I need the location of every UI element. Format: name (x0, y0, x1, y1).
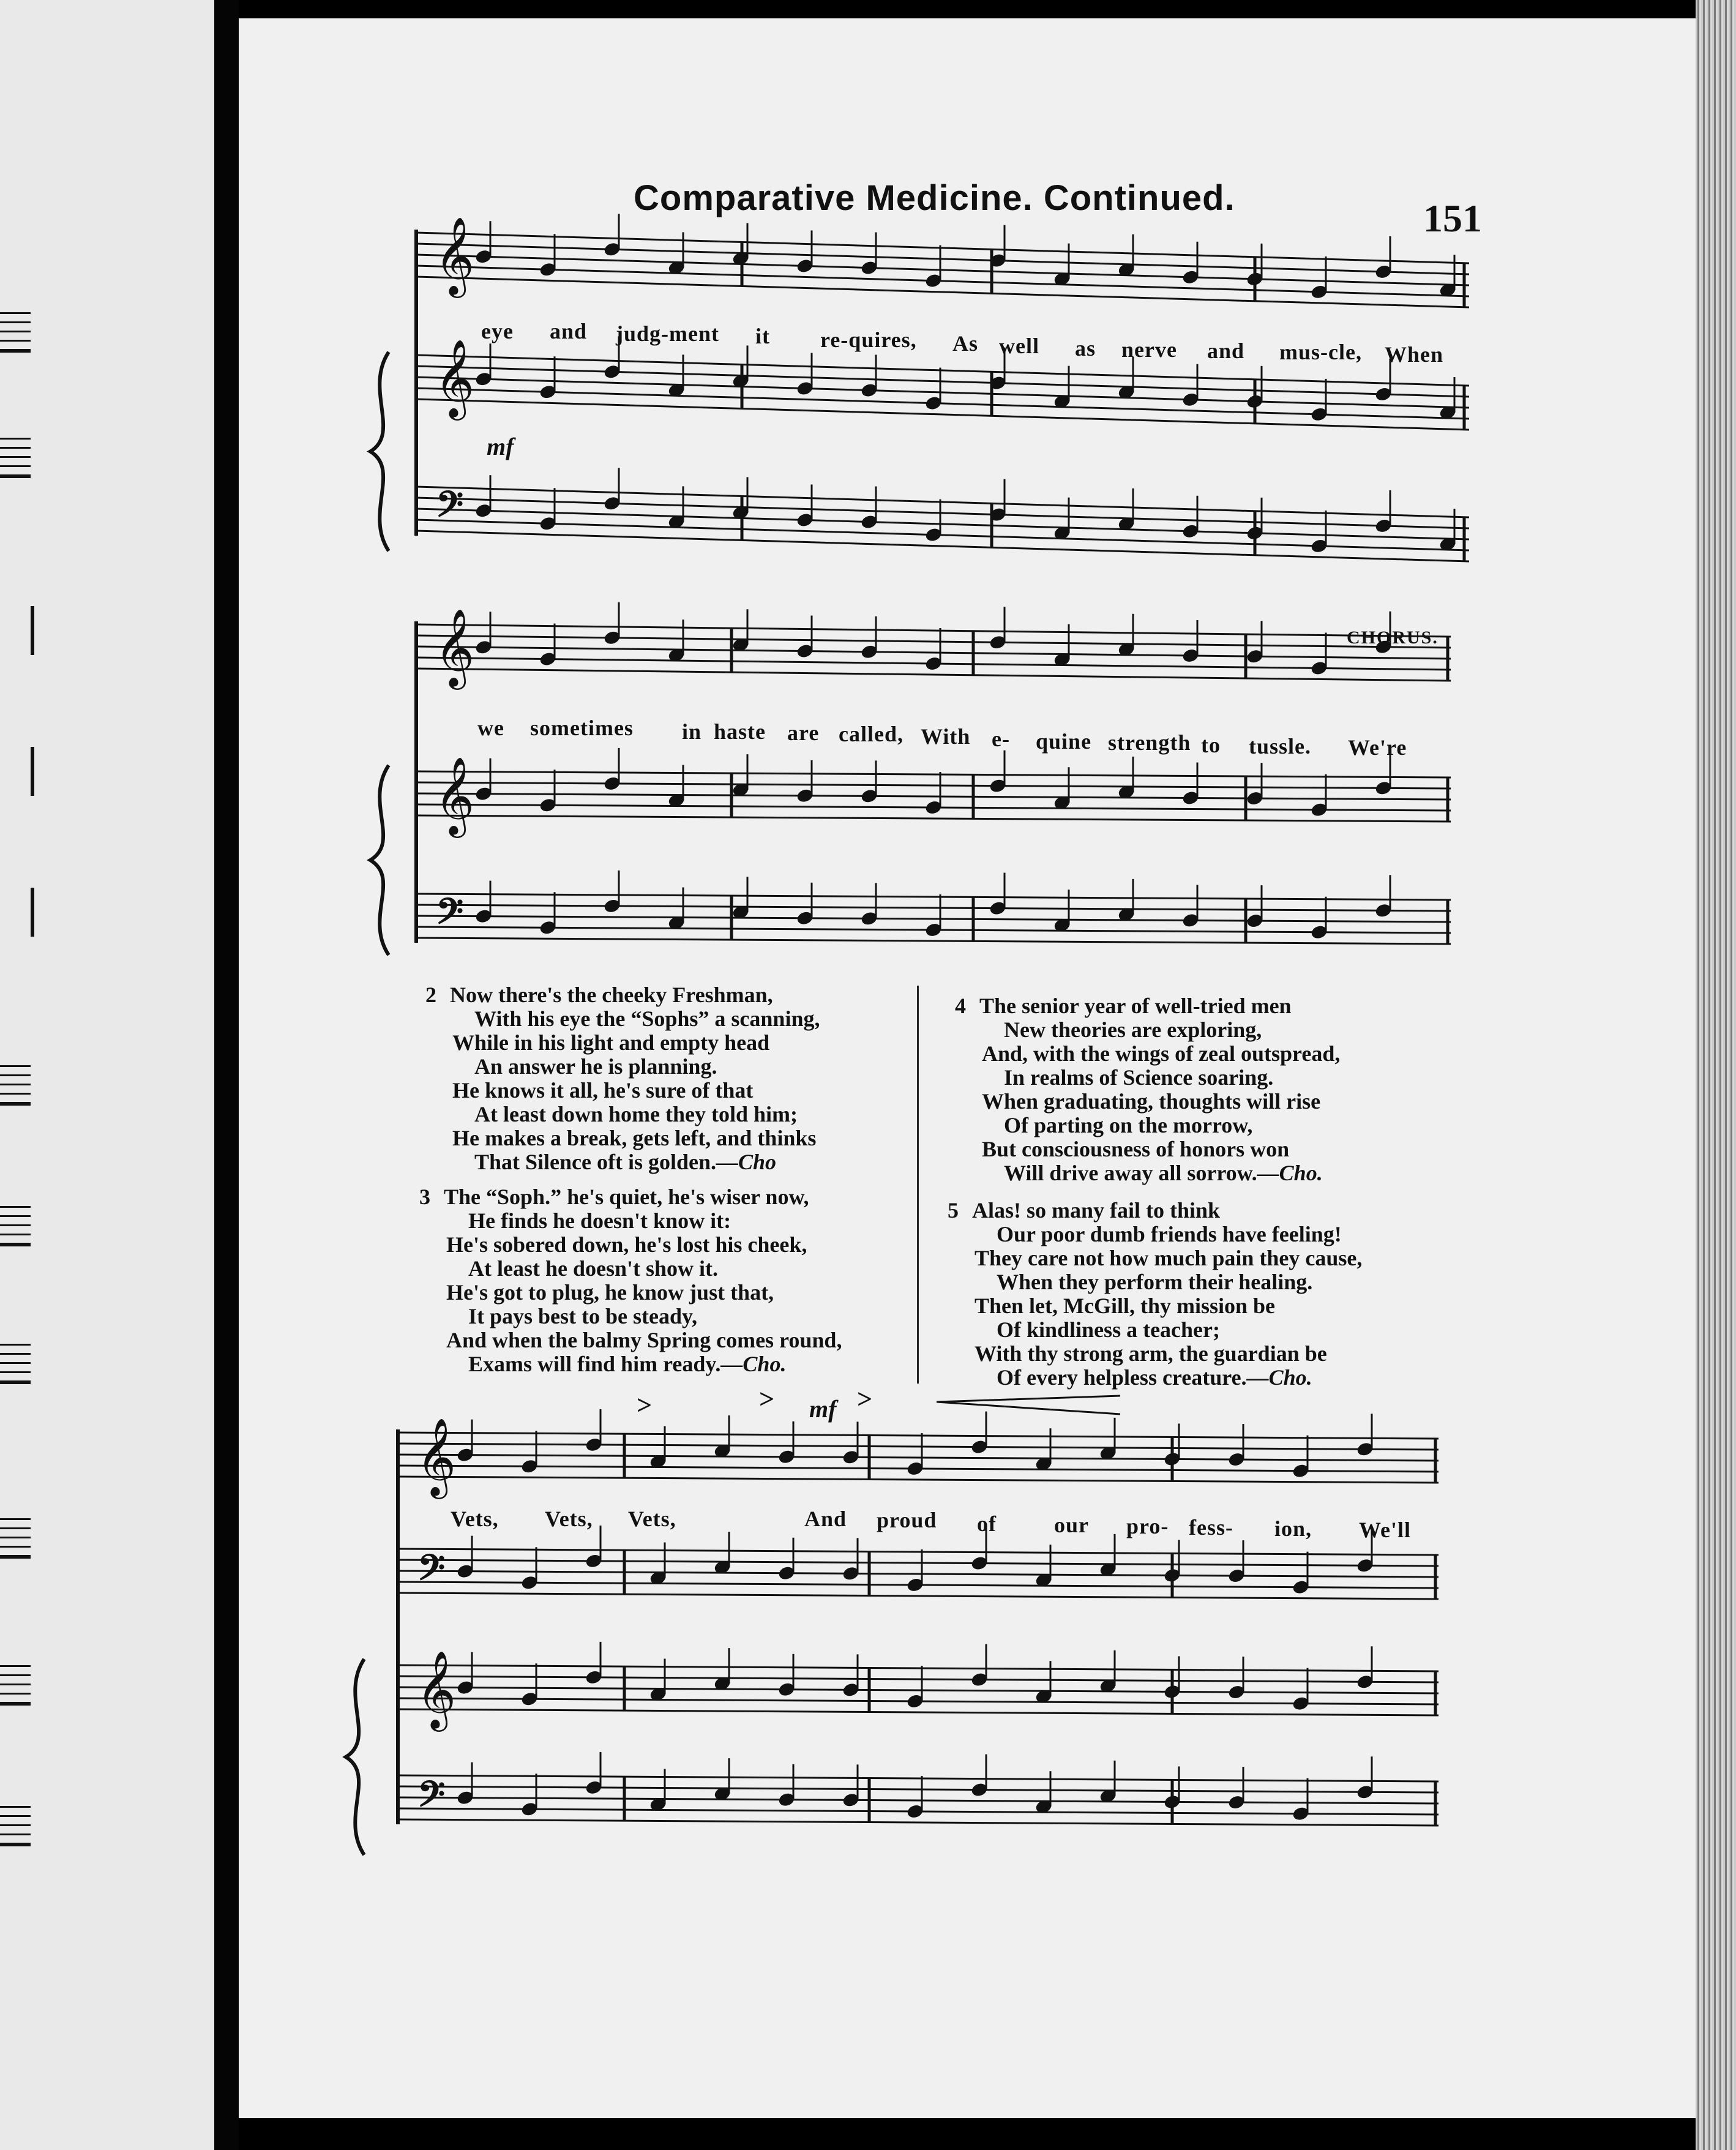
lyric-syllable: And (804, 1507, 847, 1531)
verse-line: It pays best to be steady, (468, 1304, 698, 1328)
bass-clef: 𝄢 (436, 486, 464, 533)
verse-4 (955, 994, 1340, 1185)
accent-mark: > (857, 1384, 873, 1414)
lyric-syllable: sometimes (530, 716, 634, 740)
accent-mark: > (759, 1384, 775, 1414)
staff-line (398, 1593, 1439, 1599)
lyric-syllable: Vets, (545, 1507, 593, 1531)
verse-line: He makes a break, gets left, and thinks (452, 1126, 817, 1150)
lyric-syllable: quine (1036, 729, 1092, 754)
treble-clef: 𝄞 (435, 610, 475, 685)
staff-line (416, 646, 1451, 659)
staff-line (416, 669, 1451, 681)
staff-line (416, 916, 1451, 922)
staff-line (416, 635, 1451, 648)
lyric-syllable: eye (481, 319, 514, 343)
lyric-syllable: it (755, 324, 770, 348)
lyric-syllable: in (682, 719, 702, 744)
staff-line (398, 1786, 1439, 1792)
lyric-syllable: and (550, 319, 588, 343)
lyric-syllable: our (1054, 1513, 1089, 1537)
verse-line: He's got to plug, he know just that, (446, 1280, 774, 1305)
staff-line (416, 815, 1451, 822)
staff-line (398, 1819, 1439, 1826)
verse-line: The senior year of well-tried men (979, 994, 1292, 1018)
lyric-syllable: tussle. (1249, 734, 1312, 758)
verse-line: But consciousness of honors won (982, 1137, 1290, 1161)
staff-line (398, 1571, 1439, 1577)
lyric-syllable: called, (839, 722, 904, 746)
page-title: Comparative Medicine. Continued. (634, 178, 1235, 218)
lyric-syllable: Vets, (628, 1507, 676, 1531)
verse-line: An answer he is planning. (474, 1054, 717, 1079)
dynamic-marking: mf (487, 433, 514, 460)
verse-line: The “Soph.” he's quiet, he's wiser now, (444, 1185, 809, 1209)
lyric-syllable: judg-ment (616, 321, 719, 346)
verse-line: They care not how much pain they cause, (975, 1246, 1363, 1270)
verse-line: Alas! so many fail to think (972, 1198, 1221, 1223)
treble-clef: 𝄞 (435, 758, 475, 833)
staff-line (398, 1455, 1439, 1461)
lyric-syllable: We're (1348, 735, 1407, 760)
lyric-syllable: as (1075, 336, 1096, 361)
staff-line (416, 793, 1451, 800)
staff-line (398, 1665, 1439, 1671)
treble-clef: 𝄞 (416, 1420, 457, 1494)
verse-line: With thy strong arm, the guardian be (975, 1341, 1327, 1366)
verse-line: And when the balmy Spring comes round, (446, 1328, 842, 1352)
lyric-syllable: and (1207, 339, 1245, 363)
lyric-syllable: e- (992, 727, 1010, 751)
verse-number: 2 (425, 983, 436, 1007)
verse-line: At least he doesn't show it. (468, 1256, 719, 1281)
chorus-cue: —Cho. (720, 1352, 787, 1376)
column-divider (917, 986, 919, 1384)
lyric-syllable: are (787, 721, 820, 745)
staff-line (398, 1676, 1439, 1682)
chorus-cue: —Cho. (1257, 1161, 1323, 1185)
bass-clef: 𝄢 (436, 893, 464, 940)
verse-line: Our poor dumb friends have feeling! (997, 1222, 1342, 1246)
verse-line: In realms of Science soaring. (1004, 1065, 1274, 1090)
verse-line: That Silence oft is golden. (474, 1150, 717, 1174)
verse-5 (948, 1199, 1362, 1390)
piano-brace (370, 352, 389, 551)
staff-line (416, 905, 1451, 911)
lyric-syllable: nerve (1121, 337, 1177, 362)
lyric-syllable: re-quires, (820, 328, 917, 352)
lyric-syllable: fess- (1189, 1515, 1233, 1540)
decrescendo-hairpin (937, 1396, 1120, 1414)
staff-line (398, 1797, 1439, 1804)
verse-line: He's sobered down, he's lost his cheek, (446, 1232, 807, 1257)
verse-number: 5 (948, 1198, 959, 1223)
staff-line (398, 1709, 1439, 1715)
verse-number: 4 (955, 994, 966, 1018)
verse-2 (425, 983, 820, 1174)
treble-clef: 𝄞 (435, 219, 475, 293)
accent-mark: > (637, 1390, 653, 1420)
bass-clef: 𝄢 (417, 1549, 446, 1597)
staff-line (398, 1477, 1439, 1483)
verse-line: And, with the wings of zeal outspread, (982, 1041, 1341, 1066)
staff-line (416, 771, 1451, 777)
treble-clef: 𝄞 (435, 341, 475, 416)
verse-line: Then let, McGill, thy mission be (975, 1294, 1276, 1318)
staff-line (398, 1775, 1439, 1781)
page-number: 151 (1423, 197, 1482, 240)
verse-line: Will drive away all sorrow. (1004, 1161, 1257, 1185)
verse-line: He finds he doesn't know it: (468, 1208, 731, 1233)
lyric-syllable: ion, (1274, 1516, 1312, 1541)
lyric-syllable: mus-cle, (1279, 340, 1362, 364)
lyric-syllable: We'll (1359, 1518, 1411, 1542)
verse-line: When graduating, thoughts will rise (982, 1089, 1321, 1114)
chorus-cue: —Cho (716, 1150, 777, 1174)
lyric-syllable: of (977, 1511, 997, 1536)
lyric-syllable: to (1201, 733, 1221, 757)
piano-brace (346, 1659, 364, 1855)
verse-line: New theories are exploring, (1004, 1017, 1262, 1042)
lyric-syllable: strength (1108, 730, 1191, 755)
verse-number: 3 (419, 1185, 430, 1209)
staff-line (416, 938, 1451, 944)
lyric-syllable: haste (714, 719, 766, 744)
bass-clef: 𝄢 (417, 1776, 446, 1823)
lyric-syllable: Vets, (451, 1507, 499, 1531)
verse-line: While in his light and empty head (452, 1030, 770, 1055)
piano-brace (370, 765, 389, 955)
verse-line: Of every helpless creature. (997, 1365, 1247, 1390)
verse-line: Now there's the cheeky Freshman, (450, 983, 773, 1007)
lyric-syllable: proud (877, 1508, 937, 1532)
lyric-syllable: As (952, 331, 979, 356)
staff-line (398, 1433, 1439, 1439)
lyric-syllable: When (1385, 342, 1444, 367)
lyric-syllable: we (477, 716, 504, 740)
verse-line: At least down home they told him; (474, 1102, 798, 1126)
verse-3 (419, 1185, 842, 1376)
verse-line: He knows it all, he's sure of that (452, 1078, 754, 1103)
staff-line (416, 894, 1451, 900)
verse-line: Of kindliness a teacher; (997, 1317, 1220, 1342)
verse-line: With his eye the “Sophs” a scanning, (474, 1006, 820, 1031)
chorus-label: CHORUS. (1347, 627, 1439, 648)
verse-line: When they perform their healing. (997, 1270, 1313, 1294)
lyric-syllable: well (999, 334, 1039, 358)
verse-line: Exams will find him ready. (468, 1352, 721, 1376)
treble-clef: 𝄞 (416, 1652, 457, 1727)
staff-line (416, 624, 1451, 637)
lyric-syllable: pro- (1126, 1514, 1169, 1538)
staff-line (398, 1444, 1439, 1450)
verse-line: Of parting on the morrow, (1004, 1113, 1253, 1137)
staff-line (416, 782, 1451, 788)
staff-line (398, 1560, 1439, 1566)
staff-line (398, 1549, 1439, 1555)
staff-line (398, 1687, 1439, 1693)
chorus-cue: —Cho. (1246, 1365, 1312, 1390)
dynamic-marking: mf (809, 1395, 837, 1423)
lyric-syllable: With (921, 724, 971, 749)
